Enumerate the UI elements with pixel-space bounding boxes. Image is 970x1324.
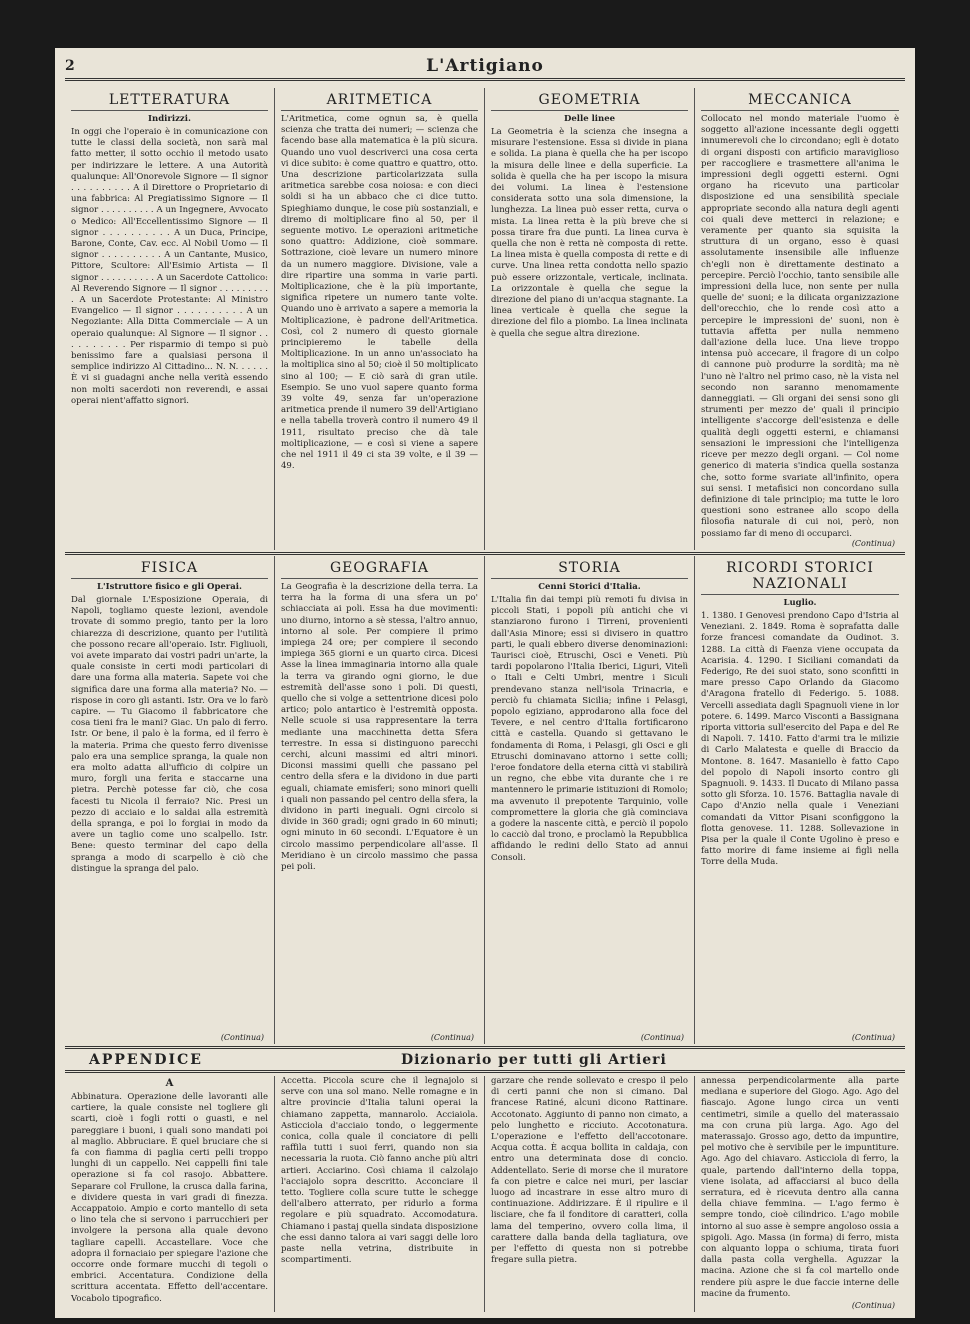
column-text: L'Aritmetica, come ognun sa, è quella scienza che tratta dei numeri; — scienza che facendo base alla matematica è la più sicura. Quando uno vuol descriverci una cosa certa vi dice subito: è come quattro e quattro, otto. Una descrizione particolarizzata sulla aritmetica sarebbe cosa noiosa: e con dieci soldi si ha un abbaco che ci dice tutto. Spieghiamo dunque, le cose più sostanziali, e diremo di moltiplicare fino al 50, per il seguente motivo. Le operazioni aritmetiche sono quattro: Addizione, cioè sommare. Sottrazione, cioè levare un numero minore da un numero maggiore. Divisione, vale a dire ripartire una somma in varie parti. Moltiplicazione, che è la più importante, significa ripetere un numero tante volte. Quando uno è arrivato a sapere a memoria la Moltiplicazione, è padrone dell'Aritmetica. Così, col 2 numero di questo giornale principieremo le tabelle della Moltiplicazione. In un anno un'associato ha la moltiplica sino al 50; cioè il 50 moltiplicato sino al 100; — E ciò sarà di gran utile. Esempio. Se uno vuol sapere quanto forma 39 volte 49, senza far un'operazione aritmetica prende il numero 39 dell'Artigiano e nella tabella troverà contro il numero 49 il 1911, risultato preciso che dà tale moltiplicazione, — e così si viene a sapere che nel 1911 il 49 ci sta 39 volte, e il 39 — 49.: [281, 114, 478, 472]
dictionary-column: [485, 1076, 695, 1312]
dictionary-text: Abbinatura. Operazione delle lavoranti alle cartiere, la quale consiste nel togliere gli scarti, cioè i fogli rotti o guasti, e nel pareggiare i buoni, i quali sono mandati poi al maglio. Abbruciare. È quel bruciare che si fa con fiamma di paglia certi pelli troppo lunghi di un cappello. Nei cappelli fini tale operazione si fa col rasojo. Abbattere. Separare col Frullone, la crusca dalla farina, e dividere questa in vari gradi di finezza. Accappatoio. Ampio e corto mantello di seta o lino tela che si servono i parrucchieri per involgere la persona alla quale devono tagliare capelli. Accastellare. Voce che adopra il fornaciaio per spiegare l'azione che occorre onde formare mucchi di tegoli o embrici. Accentatura. Condizione della scrittura accentata. Effetto dell'accentare. Vocabolo tipografico.: [71, 1092, 268, 1304]
dictionary-text: garzare che rende sollevato e crespo il pelo di certi panni che non si cimano. Dal francese Ratiné, alcuni dicono Rattinare. Accotonato. Aggiunto di panno non cimato, a pelo lunghetto e ricciuto. Accotonatura. L'operazione e l'effetto dell'accotonare. Acqua cotta. È acqua bollita in caldaja, con entro una determinata dose di concio. Addentellato. Serie di morse che il muratore fa con pietre e calce nei muri, per lasciar luogo ad incastrare in esse altro muro di continuazione. Addirizzare. È il ripulire e il lisciare, che fa il fonditore di caratteri, colla lama del temperino, ovvero colla lima, il carattere dalla banda della tagliatura, ove per l'effetto di questa non si potrebbe fregare sulla pietra.: [491, 1076, 688, 1266]
column-text: Collocato nel mondo materiale l'uomo è soggetto all'azione incessante degli oggetti innumerevoli che lo circondano; egli è dotato di organi disposti con artificio maraviglioso per raccogliere e trasmettere all'anima le impressioni degli oggetti esterni. Ogni organo ha ricevuto una particolar disposizione ed una sensibilità speciale appropriate secondo alla natura degli agenti coi quali deve metterci in relazione; e veramente per quanto sia squisita la struttura di un organo, esso è quasi assolutamente insensibile alle influenze ch'egli non è direttamente destinato a percepire. Perciò l'occhio, tanto sensibile alle impressioni della luce, non sente per nulla quelle de' suoni; e la dilicata organizzazione dell'orecchio, che lo rende così atto a percepire le impressioni de' suoni, non è tuttavia affetta per nulla nemmeno dall'azione della luce. Una lieve troppo intensa può accecare, il fragore di un colpo di cannone può produrre la sordità; ma nè l'uno nè l'altro nel primo caso, nè la vista nel secondo non saranno menomamente danneggiati. — Gli organi dei sensi sono gli strumenti per mezzo de' quali il principio intelligente s'accorge dell'esistenza e delle qualità degli oggetti esterni, e chiamansi sensazioni le impressioni che l'intelligenza riceve per mezzo degli organi. — Col nome generico di materia s'indica quella sostanza che, sotto forme svariate all'infinito, opera sui sensi. I metafisici non concordano sulla definizione di tale principio; ma tutte le loro questioni sono estranee allo scopo della filosofia naturale di cui noi, però, non possiamo far di meno di occuparci.: [701, 114, 899, 539]
column-subtitle: Indirizzi.: [148, 114, 191, 124]
dictionary-letter: A: [165, 1078, 174, 1089]
dictionary-column: [275, 1076, 485, 1312]
column-subtitle: Luglio.: [783, 598, 817, 608]
column-ricordi-storici: [695, 556, 905, 1044]
column-title: MECCANICA: [701, 88, 899, 111]
appendix-header: [65, 1052, 905, 1068]
masthead: L'Artigiano: [426, 56, 544, 76]
column-aritmetica: [275, 88, 485, 550]
newspaper-page: [55, 48, 915, 1318]
column-title: ARITMETICA: [281, 88, 478, 111]
continua-note: (Continua): [430, 1033, 474, 1042]
column-text: L'Italia fin dai tempi più remoti fu divisa in piccoli Stati, i popoli più antichi che vi stanziarono furono i Tirreni, provenienti dall'Asia Minore; essi si divisero in quattro parti, le quali ebbero diverse denominazioni: Taurisci cioè, Etruschi, Osci e Veneti. Più tardi popolarono l'Italia Iberici, Liguri, Vitelì o Itali e Celti Umbri, mentre i Siculi prendevano stanza nell'isola Trinacria, e perciò fu chiamata Sicilia; infine i Pelasgi, popolo egiziano, approdarono alla foce del Tevere, e nel centro d'Italia fortificarono città e castella. Quando si gettavano le fondamenta di Roma, i Pelasgi, gli Osci e gli Etruschi dominavano attorno i sette colli; l'eroe fondatore della eterna città vi stabilirà un regno, che ebbe vita durante che i re mantennero le primarie istituzioni di Romolo; ma avvenuto il prepotente Tarquinio, volle compromettere la gloria che già cominciava a godere la nascente città, e perciò il popolo lo cacciò dal trono, e proclamò la Repubblica affidando le redini dello Stato ad annui Consoli.: [491, 595, 688, 863]
appendix-title-divider: [65, 1070, 905, 1073]
column-subtitle: Cenni Storici d'Italia.: [538, 582, 641, 592]
continua-note: (Continua): [851, 539, 895, 548]
column-title: RICORDI STORICI NAZIONALI: [701, 556, 899, 595]
column-text: La Geometria è la scienza che insegna a misurare l'estensione. Essa si divide in piana e solida. La piana è quella che ha per iscopo la misura delle linee e della superficie. La solida è quella che ha per iscopo la misura dei volumi. La linea è l'estensione considerata sotto una sola dimensione, la lunghezza. La linea può esser retta, curva o mista. La linea retta è la più breve che si possa tirare fra due punti. La linea curva è quella che non è retta nè composta di rette. La linea mista è quella composta di rette e di curve. Una linea retta condotta nello spazio può essere orizzontale, verticale, inclinata. La orizzontale è quella che segue la direzione del piano di un'acqua stagnante. La linea verticale è quella che segue la direzione del filo a piombo. La linea inclinata è quella che segue altra direzione.: [491, 127, 688, 339]
column-text: Dal giornale L'Esposizione Operaia, di Napoli, togliamo queste lezioni, avendole trovate di sommo pregio, tanto per la loro chiarezza di descrizione, quanto per l'utilità che possono recare all'operaio. Istr. Figliuoli, voi avete imparato dai vostri padri un'arte, la quale consiste in certi modi particolari di dare una forma alla materia. Sapete voi che significa dare una forma alla materia? No. — rispose in coro gli astanti. Istr. Ora ve lo farò capire. — Tu Giacomo il fabbricatore che cosa tieni fra le mani? Giac. Un palo di ferro. Istr. Or bene, il palo è la forma, ed il ferro è la materia. Prima che questo ferro divenisse palo era una semplice spranga, la quale non era molto adatta all'ufficio di colpire un muro, forgli una ferita e staccarne una pietra. Perchè potesse far ciò, che cosa facesti tu Nicola il ferraio? Nic. Presi un pezzo di acciaio e lo saldai alla estremità della spranga, e poi lo forgiai in modo da avere un taglio come uno scalpello. Istr. Bene: questo terminar del capo della spranga a modo di scarpello è ciò che distingue la spranga del palo.: [71, 595, 268, 874]
column-subtitle: Delle linee: [563, 114, 616, 124]
top-section: [65, 88, 905, 550]
column-text: 1. 1380. I Genovesi prendono Capo d'Istria al Veneziani. 2. 1849. Roma è soprafatta dalle forze francesi comandate da Oudinot. 3. 1288. La città di Faenza viene occupata da Acarisia. 4. 1290. I Siciliani comandati da Federigo, Re dei suoi stato, sono sconfitti in mare presso Capo Orlando da Giacomo d'Aragona fratello di Federigo. 5. 1088. Vercelli assediata dagli Spagnuoli viene in lor potere. 6. 1499. Marco Visconti a Bassignana riporta vittoria sull'esercito del Papa e del Re di Napoli. 7. 1410. Fatto d'armi tra le milizie di Carlo Malatesta e quelle di Braccio da Montone. 8. 1647. Masaniello è fatto Capo del popolo di Napoli insorto contro gli Spagnuoli. 9. 1433. Il Ducato di Milano passa sotto gli Sforza. 10. 1576. Battaglia navale di Capo d'Anzio nella quale i Veneziani comandati da Vittor Pisani sconfiggono la flotta genovese. 11. 1288. Sollevazione in Pisa per la quale il Conte Ugolino è preso e fatto morire di fame insieme ai figli nella Torre della Muda.: [701, 611, 899, 868]
dictionary-text: annessa perpendicolarmente alla parte mediana e superiore del Giogo. Ago. Ago del fiascajo. Agone lungo circa un venti centimetri, simile a quello del materassaio ma con cruna più larga. Ago. Ago del materassajo. Grosso ago, detto da impuntire, pel motivo che è servibile per le impuntiture. Ago. Ago del chiavaro. Asticciola di ferro, la quale, partendo dall'interno della toppa, viene isolata, ad affacciarsi al buco della serratura, ed è ricevuta dentro alla canna della chiave femmina. — L'ago fermo è sempre tondo, cioè cilindrico. L'ago mobile intorno al suo asse è sempre angoloso ossia a spigoli. Ago. Massa (in forma) di ferro, mista con alquanto loppa o schiuma, tirata fuori dalla pasta colla verghella. Aguzzar la macina. Azione che si fa col martello onde rendere più aspre le due faccie interne delle macine da frumento.: [701, 1076, 899, 1299]
column-letteratura: [65, 88, 275, 550]
column-meccanica: [695, 88, 905, 550]
column-subtitle: L'Istruttore fisico e gli Operai.: [97, 582, 242, 592]
column-title: GEOMETRIA: [491, 88, 688, 111]
page-number: 2: [65, 58, 75, 74]
column-title: LETTERATURA: [71, 88, 268, 111]
dictionary-text: Accetta. Piccola scure che il legnajolo si serve con una sol mano. Nelle romagne e in altre provincie d'Italia taluni operai la chiamano zappetta, mannarolo. Acciaiola. Asticciola d'acciaio tondo, o leggermente conica, colla quale il conciatore di pelli raffila tutti i suoi ferri, quando non sia necessaria la ruota. Ciò fanno anche più altri artieri. Acciarino. Così chiama il calzolajo l'acciajolo sopra descritto. Acconciare il tetto. Togliere colla scure tutte le schegge dell'albero atterrato, per ridurlo a forma regolare e più squadrato. Accomodatura. Chiamano i pastaj quella sindata disposizione che essi danno talora ai vari saggi delle loro paste nella vetrina, distribuite in scompartimenti.: [281, 1076, 478, 1266]
appendix-section: [65, 1076, 905, 1312]
column-title: STORIA: [491, 556, 688, 579]
column-title: FISICA: [71, 556, 268, 579]
middle-section: [65, 556, 905, 1044]
appendix-label: APPENDICE: [89, 1052, 203, 1068]
page-header: [65, 56, 905, 81]
section-divider: [65, 552, 905, 555]
dictionary-column: [695, 1076, 905, 1312]
appendix-divider: [65, 1046, 905, 1049]
continua-note: (Continua): [220, 1033, 264, 1042]
appendix-title: Dizionario per tutti gli Artieri: [401, 1052, 667, 1068]
continua-note: (Continua): [851, 1301, 895, 1310]
dictionary-column: [65, 1076, 275, 1312]
column-geografia: [275, 556, 485, 1044]
continua-note: (Continua): [851, 1033, 895, 1042]
column-geometria: [485, 88, 695, 550]
column-fisica: [65, 556, 275, 1044]
continua-note: (Continua): [640, 1033, 684, 1042]
column-storia: [485, 556, 695, 1044]
column-text: In oggi che l'operaio è in comunicazione con tutte le classi della società, non sarà mal fatto metter, il sotto occhio il metodo usato per indirizzare le lettere. A una Autorità qualunque: All'Onorevole Signore — Il signor . . . . . . . . . . A il Direttore o Proprietario di una fabbrica: Al Pregiatissimo Signore — Il signor . . . . . . . . . . A un Ingegnere, Avvocato o Medico: All'Eccellentissimo Signore — Il signor . . . . . . . . . . A un Duca, Principe, Barone, Conte, Cav. ecc. Al Nobil Uomo — Il signor . . . . . . . . . . A un Cantante, Musico, Pittore, Scultore: All'Esimio Artista — Il signor . . . . . . . . . . A un Sacerdote Cattolico: Al Reverendo Signore — Il signor . . . . . . . . . . A un Sacerdote Protestante: Al Ministro Evangelico — Il signor . . . . . . . . . . A un Negoziante: Alla Ditta Commerciale — A un operaio qualunque: Al Signore — Il signor . . . . . . . . . . Per risparmio di tempo si può benissimo fare a qualsiasi persona il semplice indirizzo Al Cittadino... N. N. . . . . . È vi si guadagni anche nella verità essendo non molti sacerdoti non reverendi, e assai operai nient'affatto signori.: [71, 127, 268, 406]
column-text: La Geografia è la descrizione della terra. La terra ha la forma di una sfera un po' schiacciata ai poli. Essa ha due movimenti: uno diurno, intorno a sè stessa, l'altro annuo, intorno al sole. Per compiere il primo impiega 24 ore; per compiere il secondo impiega 365 giorni e un quarto circa. Dicesi Asse la linea immaginaria intorno alla quale la terra va girando ogni giorno, le due estremità dell'asse sono i poli. Di questi, quello che si volge a settentrione dicesi polo artico; polo antartico è l'estremità opposta. Nelle scuole si usa rappresentare la terra mediante una macchinetta detta Sfera terrestre. In essa si distinguono parecchi cerchi, alcuni massimi ed altri minori. Diconsi massimi quelli che passano pel centro della sfera e la dividono in due parti eguali, chiamate emisferi; sono minori quelli i quali non passando pel centro della sfera, la dividono in parti ineguali. Ogni circolo si divide in 360 gradi; ogni grado in 60 minuti; ogni minuto in 60 secondi. L'Equatore è un circolo massimo perpendicolare all'asse. Il Meridiano è un circolo massimo che passa pei poli.: [281, 582, 478, 873]
column-title: GEOGRAFIA: [281, 556, 478, 579]
